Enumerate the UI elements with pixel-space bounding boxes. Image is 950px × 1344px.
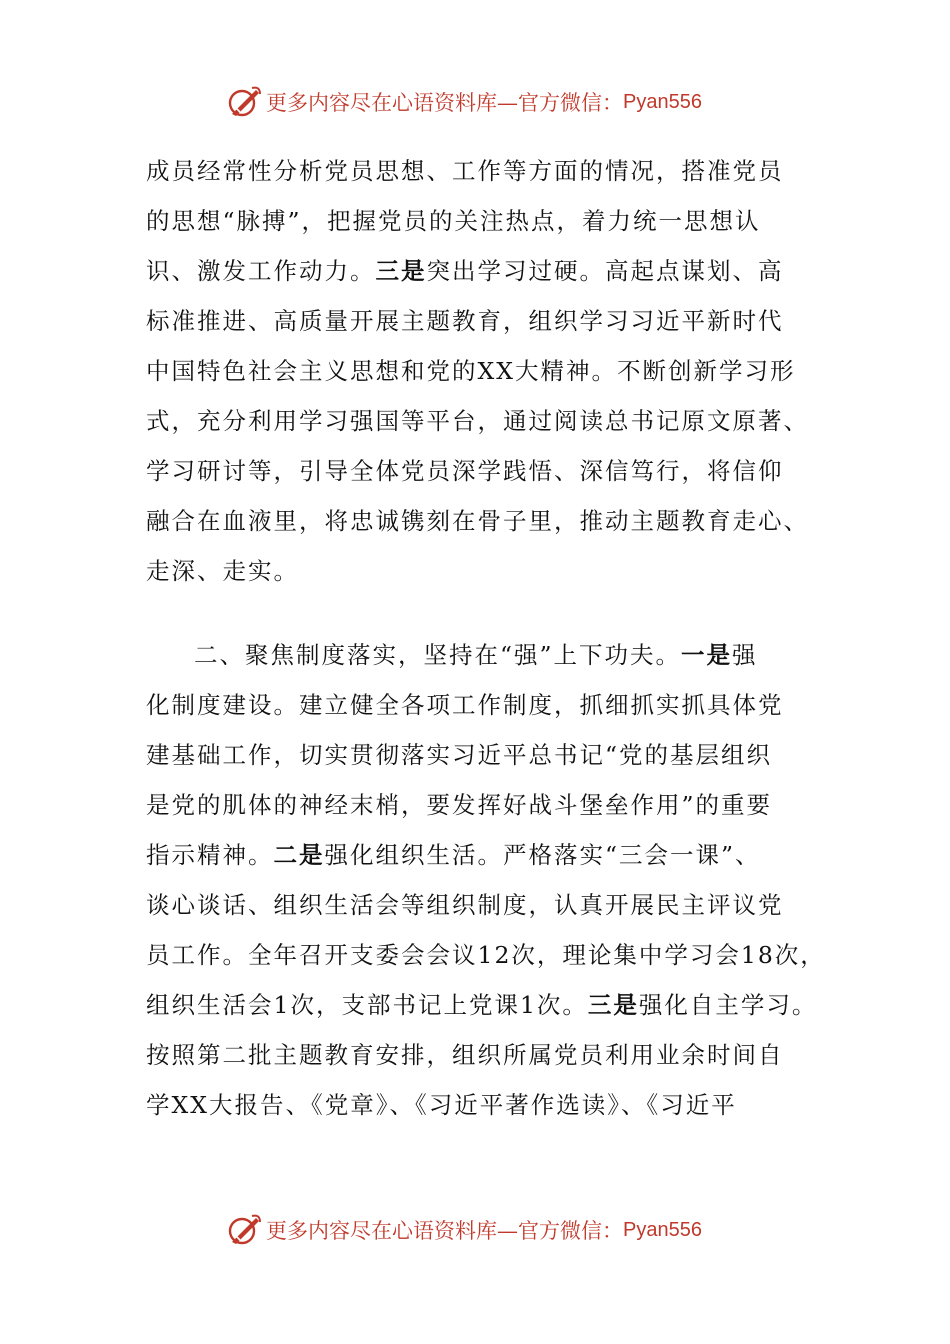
bold-marker: 一是 (681, 641, 733, 669)
text-line: 是党的肌体的神经末梢，要发挥好战斗堡垒作用”的重要 (146, 791, 773, 819)
text-line: 识、激发工作动力。三是突出学习过硬。高起点谋划、高 (146, 257, 784, 285)
paragraph-2 (146, 630, 836, 1130)
footer-banner (226, 1212, 746, 1248)
footer-wechat-id: Pyan556 (623, 1218, 702, 1241)
quill-pen-logo-icon (226, 1212, 262, 1248)
text-line: 建基础工作，切实贯彻落实习近平总书记“党的基层组织 (146, 741, 773, 769)
text-line: 学习研讨等，引导全体党员深学践悟、深信笃行，将信仰 (146, 457, 784, 485)
paragraph-1 (146, 146, 836, 596)
text-line: 标准推进、高质量开展主题教育，组织学习习近平新时代 (146, 307, 784, 335)
bold-marker: 三是 (375, 257, 427, 285)
text-line: 员工作。全年召开支委会会议12次，理论集中学习会18次， (146, 941, 826, 969)
footer-text: 更多内容尽在心语资料库—官方微信： (266, 1219, 623, 1243)
text-line: 指示精神。二是强化组织生活。严格落实“三会一课”、 (146, 841, 761, 869)
header-banner (226, 84, 746, 120)
text-line: 融合在血液里，将忠诚镌刻在骨子里，推动主题教育走心、 (146, 507, 809, 535)
text-line: 谈心谈话、组织生活会等组织制度，认真开展民主评议党 (146, 891, 784, 919)
text-line: 二、聚焦制度落实，坚持在“强”上下功夫。一是强 (194, 641, 758, 669)
text-line: 中国特色社会主义思想和党的XX大精神。不断创新学习形 (146, 357, 796, 385)
text-line: 式，充分利用学习强国等平台，通过阅读总书记原文原著、 (146, 407, 809, 435)
quill-pen-logo-icon (226, 84, 262, 120)
text-line: 的思想“脉搏”，把握党员的关注热点，着力统一思想认 (146, 207, 761, 235)
bold-marker: 三是 (587, 991, 639, 1019)
header-wechat-id: Pyan556 (623, 90, 702, 113)
header-text: 更多内容尽在心语资料库—官方微信： (266, 91, 623, 115)
text-line: 走深、走实。 (146, 557, 299, 585)
text-line: 学XX大报告、《党章》、《习近平著作选读》、《习近平 (146, 1091, 737, 1119)
text-line: 按照第二批主题教育安排，组织所属党员利用业余时间自 (146, 1041, 784, 1069)
text-line: 化制度建设。建立健全各项工作制度，抓细抓实抓具体党 (146, 691, 784, 719)
text-line: 组织生活会1次，支部书记上党课1次。三是强化自主学习。 (146, 991, 818, 1019)
text-line: 成员经常性分析党员思想、工作等方面的情况，搭准党员 (146, 157, 784, 185)
bold-marker: 二是 (273, 841, 325, 869)
